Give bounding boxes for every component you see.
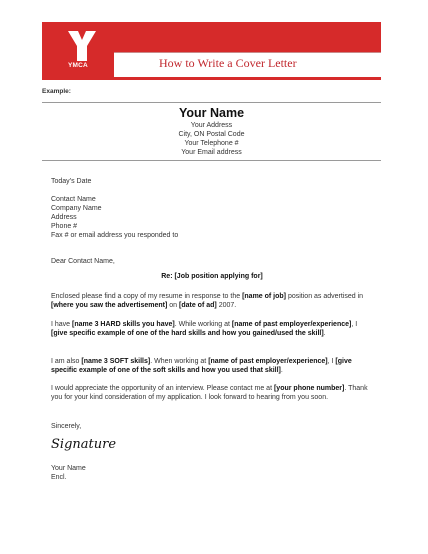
placeholder-hard-skill-example: [give specific example of one of the hard skills and how you gained/used the skill]: [51, 330, 324, 337]
signature: Signature: [51, 437, 117, 452]
paragraph-2: I have [name 3 HARD skills you have]. While working at [name of past employer/experience], I [give specific example of one of the hard skills and how you gained/used the skill].: [51, 321, 358, 337]
letter-date: Today’s Date: [51, 178, 92, 185]
paragraph-4: I would appreciate the opportunity of an interview. Please contact me at [your phone number]. Thank you for your kind consideration of my application. I look forward to hearing from you soon.: [51, 385, 368, 401]
paragraph-3: I am also [name 3 SOFT skills]. When working at [name of past employer/experience], I [give specific example of one of the soft skills and how you used that skill].: [51, 358, 352, 374]
sender-phone: Your Telephone #: [184, 140, 239, 147]
salutation: Dear Contact Name,: [51, 258, 115, 265]
top-rule: [42, 102, 381, 103]
placeholder-soft-skills: [name 3 SOFT skills]: [81, 358, 151, 365]
placeholder-job-name: [name of job]: [242, 293, 287, 300]
ymca-logo: [42, 22, 114, 80]
sender-email: Your Email address: [181, 149, 242, 156]
title-bar: [114, 52, 381, 77]
sender-rule: [42, 160, 381, 161]
placeholder-phone-number: [your phone number]: [273, 385, 345, 392]
page-title: How to Write a Cover Letter: [159, 56, 297, 70]
header-banner: [42, 22, 381, 80]
recipient-address: Address: [51, 214, 77, 221]
footer-name: Your Name: [51, 465, 86, 472]
logo-text: YMCA: [68, 62, 88, 69]
example-label: Example:: [42, 88, 71, 95]
placeholder-ad-date: [date of ad]: [179, 302, 217, 309]
sender-city: City, ON Postal Code: [178, 131, 245, 138]
paragraph-1: Enclosed please find a copy of my resume in response to the [name of job] position as advertised in [where you saw the advertisement] on [date of ad] 2007.: [51, 293, 364, 309]
ymca-y-icon: [68, 31, 96, 61]
placeholder-hard-skills: [name 3 HARD skills you have]: [72, 321, 175, 328]
recipient-company: Company Name: [51, 205, 102, 212]
sender-address: Your Address: [190, 122, 233, 129]
closing: Sincerely,: [51, 423, 82, 430]
enclosure-note: Encl.: [51, 474, 67, 481]
placeholder-soft-skill-example: [give specific example of one of the soft skills and how you used that skill]: [51, 358, 352, 374]
sender-name: Your Name: [178, 106, 245, 120]
recipient-phone: Phone #: [51, 223, 78, 230]
recipient-fax-email: Fax # or email address you responded to: [51, 232, 179, 239]
placeholder-past-employer: [name of past employer/experience]: [231, 321, 352, 328]
placeholder-ad-source: [where you saw the advertisement]: [51, 302, 168, 309]
recipient-contact: Contact Name: [51, 196, 96, 203]
placeholder-past-employer-2: [name of past employer/experience]: [208, 358, 328, 365]
re-line: Re: [Job position applying for]: [161, 273, 263, 280]
